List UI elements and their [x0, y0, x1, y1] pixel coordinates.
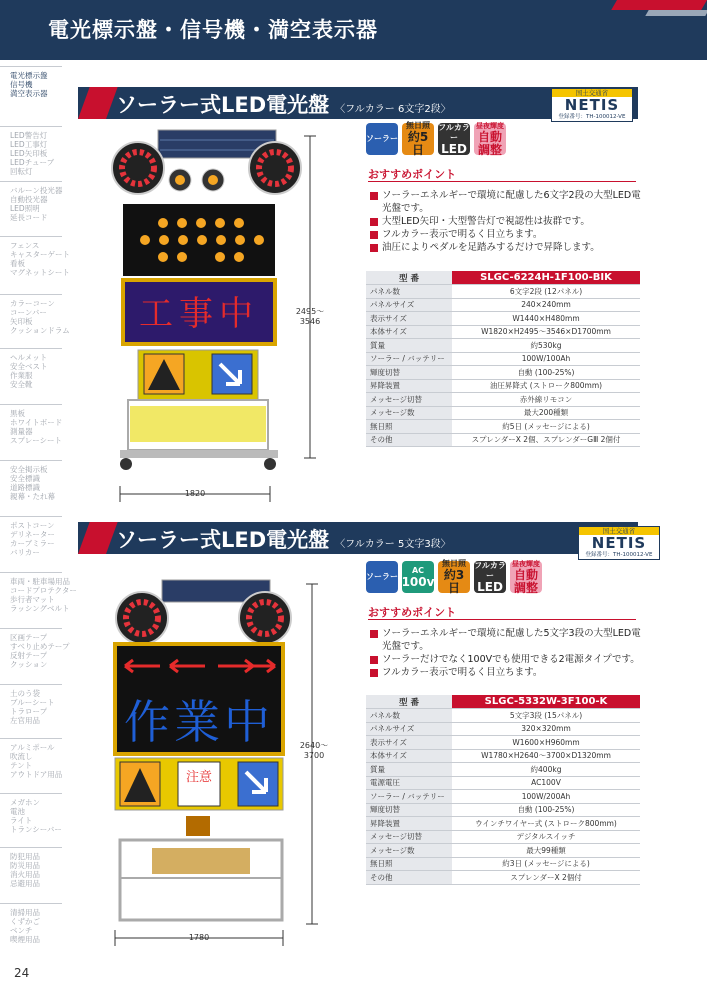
sidebar-category-label: 反射テープ — [10, 651, 48, 660]
spec-value: 自動 (100-25%) — [452, 366, 640, 380]
product-2-points-title: おすすめポイント — [368, 606, 457, 619]
netis-ministry: 国土交通省 — [579, 527, 659, 535]
badge-label: 無日照 — [442, 559, 466, 568]
spec-key: メッセージ数 — [366, 406, 452, 420]
sidebar-category-15[interactable] — [0, 903, 62, 944]
spec-row — [366, 857, 640, 871]
sidebar-category-label: 忌避用品 — [10, 879, 40, 888]
product-2-caution-text: 注意 — [185, 770, 213, 785]
sidebar-category-label: テント — [10, 761, 33, 770]
spec-value: 赤外線リモコン — [452, 393, 640, 407]
sidebar-category-2[interactable] — [0, 181, 62, 222]
feature-badge — [438, 561, 470, 593]
sidebar-category-7[interactable] — [0, 460, 62, 501]
sidebar-category-11[interactable] — [0, 684, 62, 725]
sidebar-category-label: 防災用品 — [10, 861, 40, 870]
badge-value: 約5日 — [407, 130, 429, 157]
sidebar-category-label: 測量器 — [10, 427, 33, 436]
spec-key: 型 番 — [366, 271, 452, 285]
sidebar-category-12[interactable] — [0, 738, 62, 779]
spec-row — [366, 722, 640, 736]
sidebar-category-8[interactable] — [0, 516, 62, 557]
sidebar-category-label: くずかご — [10, 917, 40, 926]
spec-row — [366, 285, 640, 299]
sidebar-category-0[interactable] — [0, 66, 62, 98]
feature-badge — [474, 561, 506, 593]
sidebar-category-9[interactable] — [0, 572, 77, 613]
header-accent-2 — [645, 10, 707, 16]
feature-badge — [402, 561, 434, 593]
badge-label: 昼夜輝度 — [476, 122, 504, 130]
banner-accent — [78, 87, 118, 119]
sidebar-category-label: ラッシングベルト — [10, 604, 70, 613]
sidebar-category-label: LED警告灯 — [10, 131, 48, 140]
spec-key: 輝度切替 — [366, 803, 452, 817]
spec-value: スプレンダーX 2個、スプレンダーGⅢ 2個付 — [452, 433, 640, 447]
badge-label: 無日照 — [406, 121, 430, 130]
spec-row — [366, 763, 640, 777]
spec-row — [366, 736, 640, 750]
sidebar-category-label: 吹流し — [10, 752, 33, 761]
sidebar-category-label: LEDチューブ — [10, 158, 55, 167]
spec-key: パネル数 — [366, 709, 452, 723]
spec-key: メッセージ数 — [366, 844, 452, 858]
product-1-points — [368, 189, 643, 254]
spec-key: メッセージ切替 — [366, 393, 452, 407]
sidebar-category-3[interactable] — [0, 236, 70, 277]
sidebar-category-label: 区画テープ — [10, 633, 48, 642]
product-2-netis-badge — [578, 526, 660, 560]
spec-key: 昇降装置 — [366, 379, 452, 393]
sidebar-category-label: 安全掲示板 — [10, 465, 48, 474]
product-2-banner — [78, 522, 638, 554]
sidebar-category-label: 消火用品 — [10, 870, 40, 879]
product-2-height-dimension: 2640～ 3700 — [299, 741, 329, 760]
sidebar-category-label: スプレーシート — [10, 436, 63, 445]
spec-value: 最大99種類 — [452, 844, 640, 858]
sidebar-category-label: 回転灯 — [10, 167, 33, 176]
spec-key: その他 — [366, 433, 452, 447]
product-2-points — [368, 627, 643, 679]
sidebar-category-label: 自動投光器 — [10, 195, 48, 204]
sidebar-category-label: バリカー — [10, 548, 40, 557]
product-2-title-wrap — [116, 524, 451, 554]
spec-value: 5文字3段 (15パネル) — [452, 709, 640, 723]
sidebar-category-label: 道路標識 — [10, 483, 40, 492]
sidebar-category-label: ホワイトボード — [10, 418, 63, 427]
sidebar-category-label: アウトドア用品 — [10, 770, 63, 779]
netis-logo: NETIS — [591, 534, 647, 552]
sidebar-category-label: トラロープ — [10, 707, 48, 716]
product-2-subtitle: 〈フルカラー 5文字3段〉 — [335, 539, 451, 550]
sidebar-category-label: 喫煙用品 — [10, 935, 40, 944]
sidebar-category-label: カラーコーン — [10, 299, 55, 308]
netis-registration: 登録番号：TH-100012-VE — [558, 114, 626, 120]
spec-value: 240×240mm — [452, 298, 640, 312]
sidebar-category-label: 歩行者マット — [10, 595, 55, 604]
spec-value: W1600×H960mm — [452, 736, 640, 750]
spec-row — [366, 871, 640, 885]
sidebar-category-label: 安全ベスト — [10, 362, 48, 371]
sidebar-category-label: クッション — [10, 660, 48, 669]
spec-value: 320×320mm — [452, 722, 640, 736]
spec-key: 輝度切替 — [366, 366, 452, 380]
product-1-spec-table — [366, 271, 640, 447]
spec-value: 100W/100Ah — [452, 352, 640, 366]
spec-row — [366, 776, 640, 790]
sidebar-category-label: 満空表示器 — [10, 89, 48, 98]
sidebar-category-label: クッションドラム — [10, 326, 70, 335]
recommend-point: ソーラーエネルギーで環境に配慮した6文字2段の大型LED電光盤です。 — [368, 189, 643, 215]
sidebar-category-label: アルミポール — [10, 743, 55, 752]
spec-value: 6文字2段 (12パネル) — [452, 285, 640, 299]
spec-row — [366, 844, 640, 858]
spec-key: ソーラー / バッテリー — [366, 790, 452, 804]
recommend-point: 油圧によりペダルを足踏みするだけで昇降します。 — [368, 241, 643, 254]
spec-value: ウインチワイヤー式 (ストローク800mm) — [452, 817, 640, 831]
sidebar-category-label: 車両・駐車場用品 — [10, 577, 70, 586]
sidebar-category-label: メガホン — [10, 798, 40, 807]
product-1-width-dimension: 1820 — [184, 489, 206, 498]
sidebar-category-label: 親幕・たれ幕 — [10, 492, 55, 501]
product-1-sign-text: 工事中 — [139, 294, 259, 334]
recommend-point: ソーラーだけでなく100Vでも使用できる2電源タイプです。 — [368, 653, 643, 666]
feature-badge — [402, 123, 434, 155]
sidebar-category-14[interactable] — [0, 847, 62, 888]
spec-key: 表示サイズ — [366, 736, 452, 750]
spec-key: 昇降装置 — [366, 817, 452, 831]
sidebar-category-label: すべり止めテープ — [10, 642, 70, 651]
badge-value: LED — [441, 141, 467, 156]
spec-key: メッセージ切替 — [366, 830, 452, 844]
page-header — [0, 0, 707, 60]
spec-key: 無日照 — [366, 420, 452, 434]
badge-value: LED — [477, 579, 503, 594]
sidebar-category-label: 看板 — [10, 259, 25, 268]
sidebar-category-label: ベンチ — [10, 926, 33, 935]
spec-row — [366, 709, 640, 723]
spec-key: 質量 — [366, 763, 452, 777]
feature-badge — [474, 123, 506, 155]
page-number: 24 — [14, 966, 30, 980]
spec-value: 約530kg — [452, 339, 640, 353]
sidebar-category-label: 電池 — [10, 807, 25, 816]
header-accent — [611, 0, 707, 10]
spec-row — [366, 366, 640, 380]
recommend-point: 大型LED矢印・大型警告灯で視認性は抜群です。 — [368, 215, 643, 228]
spec-value: W1440×H480mm — [452, 312, 640, 326]
sidebar-category-label: ポストコーン — [10, 521, 55, 530]
spec-key: 質量 — [366, 339, 452, 353]
spec-row — [366, 406, 640, 420]
spec-row — [366, 749, 640, 763]
sidebar-category-label: LED照明 — [10, 204, 40, 213]
spec-row — [366, 830, 640, 844]
sidebar-category-6[interactable] — [0, 404, 62, 445]
spec-row — [366, 379, 640, 393]
spec-key: 表示サイズ — [366, 312, 452, 326]
spec-key: 本体サイズ — [366, 325, 452, 339]
product-2-spec-table — [366, 695, 640, 885]
spec-value: W1820×H2495～3546×D1700mm — [452, 325, 640, 339]
badge-value: 自動調整 — [513, 568, 538, 595]
feature-badge — [366, 123, 398, 155]
netis-ministry: 国土交通省 — [552, 89, 632, 97]
badge-label: フルカラー — [438, 122, 470, 142]
product-1-subtitle: 〈フルカラー 6文字2段〉 — [335, 104, 451, 115]
sidebar-category-label: 電光標示盤 — [10, 71, 48, 80]
netis-logo: NETIS — [564, 96, 620, 114]
spec-row — [366, 312, 640, 326]
product-2-feature-badges — [366, 561, 542, 593]
badge-label: 昼夜輝度 — [512, 560, 540, 568]
sidebar-category-label: コーンバー — [10, 308, 47, 317]
spec-key: 型 番 — [366, 695, 452, 709]
model-number: SLGC-6224H-1F100-BIK — [452, 271, 640, 285]
sidebar-category-13[interactable] — [0, 793, 62, 834]
spec-header-row — [366, 271, 640, 285]
sidebar-category-label: 矢印板 — [10, 317, 33, 326]
sidebar-category-label: ライト — [10, 816, 33, 825]
product-1-points-title: おすすめポイント — [368, 168, 457, 181]
sidebar-category-label: ヘルメット — [10, 353, 48, 362]
sidebar-category-label: ブルーシート — [10, 698, 55, 707]
badge-label: AC — [411, 565, 425, 575]
product-1-title-wrap — [116, 89, 451, 119]
category-sidebar — [0, 66, 77, 950]
divider — [368, 181, 636, 182]
badge-label: ソーラー — [366, 134, 398, 143]
product-2-title: ソーラー式LED電光盤 — [116, 528, 330, 552]
spec-value: デジタルスイッチ — [452, 830, 640, 844]
spec-key: パネルサイズ — [366, 722, 452, 736]
spec-value: 自動 (100-25%) — [452, 803, 640, 817]
spec-row — [366, 393, 640, 407]
spec-key: パネル数 — [366, 285, 452, 299]
spec-row — [366, 339, 640, 353]
product-2-image — [100, 578, 340, 958]
spec-row — [366, 352, 640, 366]
spec-value: W1780×H2640～3700×D1320mm — [452, 749, 640, 763]
page-title: 電光標示盤・信号機・満空表示器 — [48, 18, 378, 42]
spec-key: ソーラー / バッテリー — [366, 352, 452, 366]
feature-badge — [366, 561, 398, 593]
sidebar-category-label: 信号機 — [10, 80, 33, 89]
spec-row — [366, 790, 640, 804]
sidebar-category-label: マグネットシート — [10, 268, 70, 277]
sidebar-category-label: トランシーバー — [10, 825, 62, 834]
spec-key: 電源電圧 — [366, 776, 452, 790]
badge-value: 自動調整 — [477, 130, 502, 157]
sidebar-category-label: 黒板 — [10, 409, 25, 418]
spec-value: 100W/200Ah — [452, 790, 640, 804]
sidebar-category-label: 防犯用品 — [10, 852, 40, 861]
sidebar-category-4[interactable] — [0, 294, 70, 335]
product-1-feature-badges — [366, 123, 506, 155]
sidebar-category-label: フェンス — [10, 241, 40, 250]
spec-value: 約3日 (メッセージによる) — [452, 857, 640, 871]
sidebar-category-label: LED工事灯 — [10, 140, 48, 149]
sidebar-category-label: 延長コード — [10, 213, 48, 222]
badge-label: フルカラー — [474, 560, 506, 580]
netis-registration: 登録番号：TH-100012-VE — [585, 552, 653, 558]
spec-key: 本体サイズ — [366, 749, 452, 763]
sidebar-category-1[interactable] — [0, 126, 62, 176]
spec-value: 油圧昇降式 (ストローク800mm) — [452, 379, 640, 393]
badge-value: 約3日 — [443, 568, 465, 595]
badge-label: ソーラー — [366, 572, 398, 581]
spec-value: 約400kg — [452, 763, 640, 777]
sidebar-category-10[interactable] — [0, 628, 70, 669]
product-1-title: ソーラー式LED電光盤 — [116, 93, 330, 117]
spec-value: 約5日 (メッセージによる) — [452, 420, 640, 434]
sidebar-category-label: バルーン投光器 — [10, 186, 63, 195]
spec-value: スプレンダーX 2個付 — [452, 871, 640, 885]
sidebar-category-label: カーブミラー — [10, 539, 55, 548]
recommend-point: フルカラー表示で明るく目立ちます。 — [368, 228, 643, 241]
sidebar-category-label: LED矢印板 — [10, 149, 48, 158]
spec-row — [366, 420, 640, 434]
spec-header-row — [366, 695, 640, 709]
sidebar-category-label: 左官用品 — [10, 716, 40, 725]
feature-badge — [438, 123, 470, 155]
sidebar-category-label: 安全靴 — [10, 380, 33, 389]
spec-value: 最大200種類 — [452, 406, 640, 420]
sidebar-category-label: デリネーター — [10, 530, 55, 539]
spec-row — [366, 433, 640, 447]
spec-key: 無日照 — [366, 857, 452, 871]
spec-row — [366, 325, 640, 339]
spec-row — [366, 803, 640, 817]
product-1-netis-badge — [551, 88, 633, 122]
product-1-height-dimension: 2495～ 3546 — [295, 307, 325, 326]
spec-row — [366, 298, 640, 312]
sidebar-category-label: 作業服 — [10, 371, 33, 380]
spec-value: AC100V — [452, 776, 640, 790]
model-number: SLGC-5332W-3F100-K — [452, 695, 640, 709]
sidebar-category-label: 土のう袋 — [10, 689, 40, 698]
recommend-point: ソーラーエネルギーで環境に配慮した5文字3段の大型LED電光盤です。 — [368, 627, 643, 653]
badge-value: 100v — [401, 574, 435, 589]
sidebar-category-label: 清掃用品 — [10, 908, 40, 917]
sidebar-category-label: 安全標識 — [10, 474, 40, 483]
spec-key: その他 — [366, 871, 452, 885]
product-2-sign-text: 作業中 — [124, 695, 274, 749]
product-2-width-dimension: 1780 — [188, 933, 210, 942]
spec-key: パネルサイズ — [366, 298, 452, 312]
sidebar-category-label: コードプロテクター — [10, 586, 77, 595]
banner-accent — [78, 522, 118, 554]
divider — [368, 619, 636, 620]
sidebar-category-5[interactable] — [0, 348, 62, 389]
spec-row — [366, 817, 640, 831]
recommend-point: フルカラー表示で明るく目立ちます。 — [368, 666, 643, 679]
feature-badge — [510, 561, 542, 593]
sidebar-category-label: キャスターゲート — [10, 250, 70, 259]
